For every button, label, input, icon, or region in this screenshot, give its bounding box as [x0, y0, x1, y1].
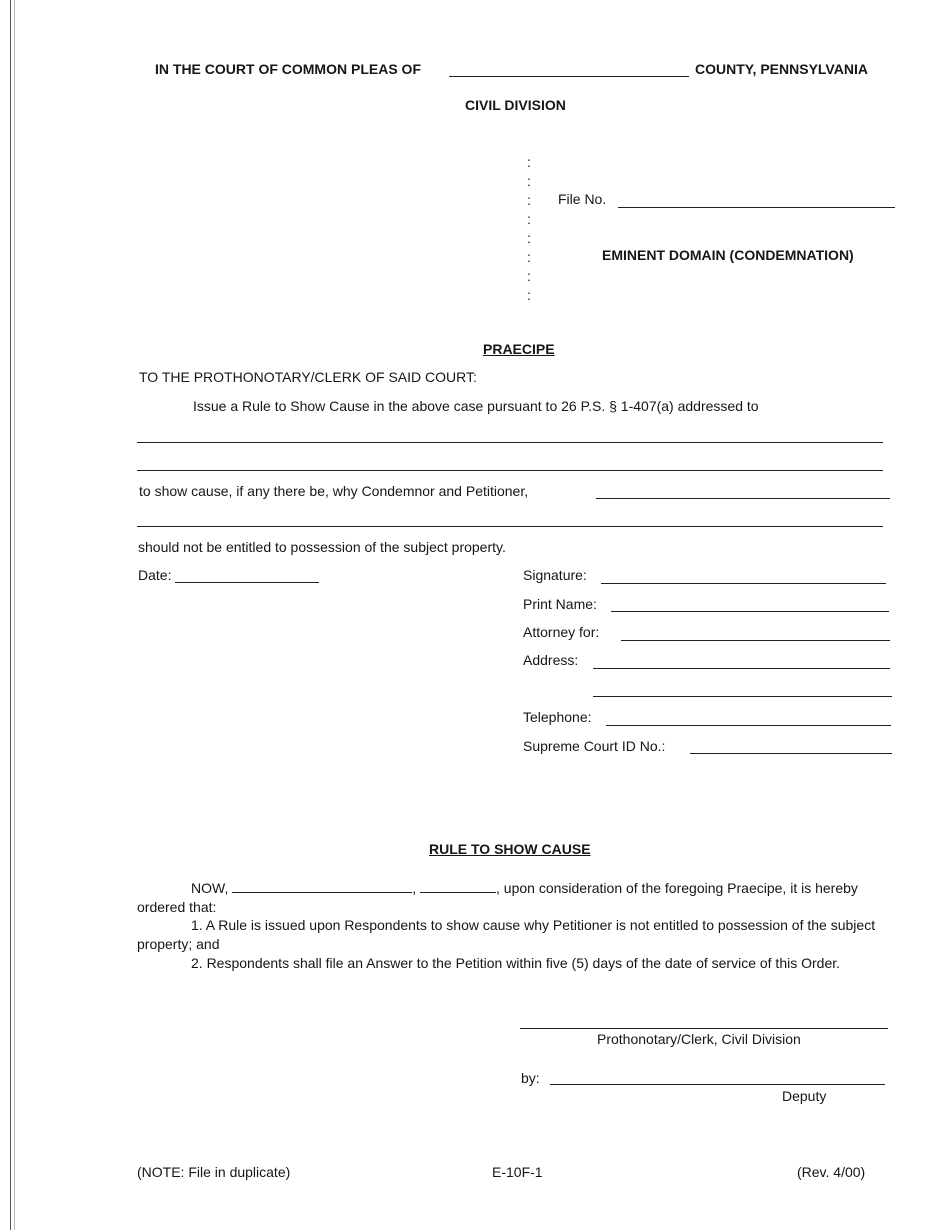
prothonotary-signature-line[interactable]: [520, 1028, 888, 1029]
attorney-for-blank[interactable]: [621, 640, 890, 641]
date-label: Date:: [138, 567, 172, 583]
caption-colon: :: [527, 173, 531, 189]
rule-title: RULE TO SHOW CAUSE: [429, 841, 591, 857]
caption-colon: :: [527, 154, 531, 170]
now-label: NOW,: [191, 880, 229, 896]
caption-colon: :: [527, 249, 531, 265]
by-label: by:: [521, 1070, 540, 1086]
praecipe-title: PRAECIPE: [483, 341, 555, 357]
now-date-blank[interactable]: [232, 878, 412, 893]
division-title: CIVIL DIVISION: [465, 97, 566, 113]
signature-blank[interactable]: [601, 583, 886, 584]
caption-colon: :: [527, 230, 531, 246]
order-item-2: 2. Respondents shall file an Answer to the Petition within five (5) days of the date of service of this Order.: [191, 955, 841, 971]
caption-colon: :: [527, 268, 531, 284]
order-intro: [137, 878, 895, 917]
supreme-court-id-label: Supreme Court ID No.:: [523, 738, 666, 754]
now-year-blank[interactable]: [420, 878, 496, 893]
caption-colon: :: [527, 287, 531, 303]
county-blank[interactable]: [449, 76, 689, 77]
order-intro-tail: , upon consideration of the foregoing Praecipe, it is hereby ordered that:: [137, 880, 858, 915]
footer-form-no: E-10F-1: [492, 1164, 543, 1180]
signature-label: Signature:: [523, 567, 587, 583]
respondent-blank-1[interactable]: [137, 442, 883, 443]
page-edge-shadow: [10, 0, 11, 1230]
file-no-label: File No.: [558, 191, 607, 207]
date-blank[interactable]: [175, 582, 319, 583]
footer-note: (NOTE: File in duplicate): [137, 1164, 291, 1180]
address-blank-2[interactable]: [593, 696, 892, 697]
court-suffix: COUNTY, PENNSYLVANIA: [695, 61, 868, 77]
file-no-blank[interactable]: [618, 207, 895, 208]
entitlement-text: should not be entitled to possession of the subject property.: [138, 539, 506, 555]
deputy-label: Deputy: [782, 1088, 827, 1104]
address-blank-1[interactable]: [593, 668, 890, 669]
caption-colon: :: [527, 192, 531, 208]
address-label: Address:: [523, 652, 579, 668]
case-type: EMINENT DOMAIN (CONDEMNATION): [602, 247, 854, 263]
supreme-court-id-blank[interactable]: [690, 753, 892, 754]
now-comma: ,: [412, 880, 417, 896]
condemnor-blank-2[interactable]: [137, 526, 883, 527]
praecipe-addressee: TO THE PROTHONOTARY/CLERK OF SAID COURT:: [139, 369, 477, 385]
attorney-for-label: Attorney for:: [523, 624, 600, 640]
respondent-blank-2[interactable]: [137, 470, 883, 471]
praecipe-instruction: Issue a Rule to Show Cause in the above case pursuant to 26 P.S. § 1-407(a) addressed to: [193, 398, 759, 414]
order-item-1: 1. A Rule is issued upon Respondents to show cause why Petitioner is not entitled to possession of the subject property; and: [137, 917, 876, 952]
footer-revision: (Rev. 4/00): [797, 1164, 866, 1180]
show-cause-text: to show cause, if any there be, why Condemnor and Petitioner,: [139, 483, 529, 499]
condemnor-blank[interactable]: [596, 498, 890, 499]
telephone-label: Telephone:: [523, 709, 592, 725]
prothonotary-label: Prothonotary/Clerk, Civil Division: [597, 1031, 801, 1047]
page-edge-shadow-inner: [14, 0, 15, 1230]
print-name-label: Print Name:: [523, 596, 597, 612]
print-name-blank[interactable]: [611, 611, 889, 612]
deputy-signature-line[interactable]: [550, 1084, 885, 1085]
court-prefix: IN THE COURT OF COMMON PLEAS OF: [155, 61, 421, 77]
caption-colon: :: [527, 211, 531, 227]
telephone-blank[interactable]: [606, 725, 891, 726]
